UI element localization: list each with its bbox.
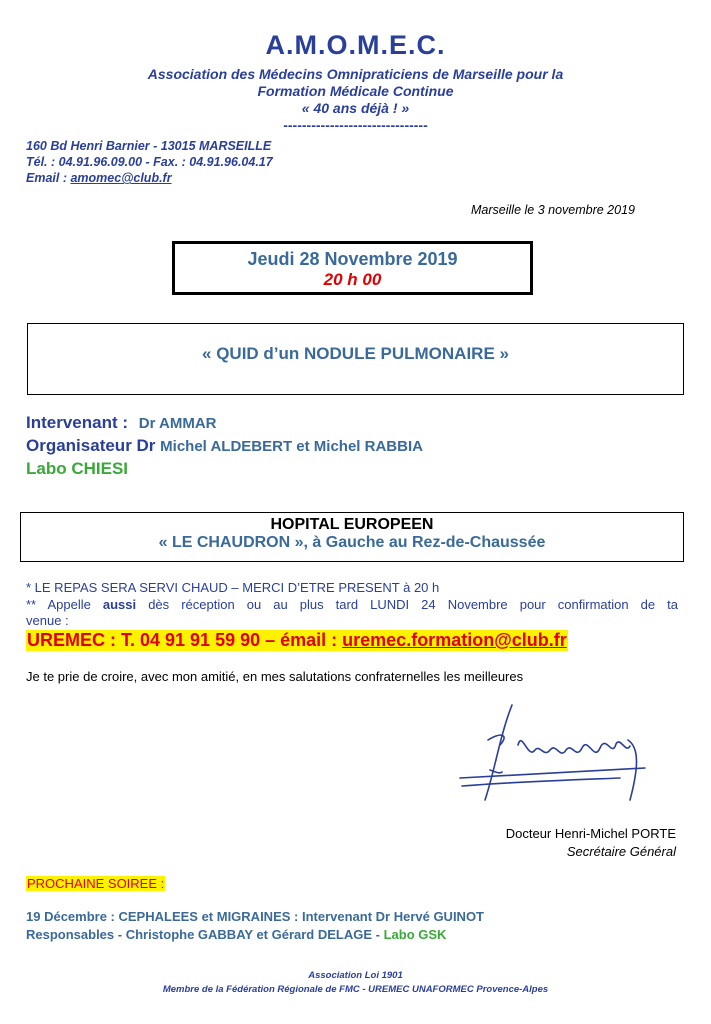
organizer-names: Michel ALDEBERT et Michel RABBIA: [160, 438, 423, 455]
speaker-name: Dr AMMAR: [138, 415, 217, 432]
tagline: « 40 ans déjà ! »: [301, 100, 410, 116]
uremec-prefix: UREMEC : T. 04 91 91 59 90 – émail :: [27, 630, 343, 650]
event-title-box: [27, 323, 684, 395]
uremec-email-link[interactable]: uremec.formation@club.fr: [342, 630, 567, 650]
header-separator: -------------------------------: [283, 117, 428, 133]
note-confirm-prefix: ** Appelle: [26, 597, 103, 612]
next-event-label: PROCHAINE SOIREE :: [27, 876, 165, 891]
organizer-label: Organisateur Dr: [26, 436, 161, 455]
note-confirm: [26, 597, 678, 612]
org-name: A.M.O.M.E.C.: [265, 30, 446, 60]
signatory-name: Docteur Henri-Michel PORTE: [505, 826, 676, 841]
date-line: Marseille le 3 novembre 2019: [471, 203, 635, 217]
email-line: [26, 171, 172, 185]
venue-room: « LE CHAUDRON », à Gauche au Rez-de-Chaussée: [158, 534, 546, 551]
footer-line1: Association Loi 1901: [308, 970, 403, 981]
phone-fax: Tél. : 04.91.96.09.00 - Fax. : 04.91.96.04.17: [26, 155, 273, 169]
note-meal: * LE REPAS SERA SERVI CHAUD – MERCI D’ETRE PRESENT à 20 h: [26, 580, 440, 595]
closing-text: Je te prie de croire, avec mon amitié, en mes salutations confraternelles les meilleures: [26, 669, 524, 684]
org-full-line2: Formation Médicale Continue: [257, 83, 454, 99]
next-event-line2: [26, 927, 446, 942]
signatory-title: Secrétaire Général: [566, 844, 676, 859]
event-title: « QUID d’un NODULE PULMONAIRE »: [202, 344, 509, 363]
handwritten-signature: [440, 700, 670, 810]
note-confirm-line2: venue :: [26, 613, 69, 628]
organizer-line: [26, 436, 423, 456]
lab-name: Labo CHIESI: [26, 459, 129, 478]
note-confirm-bold: aussi: [102, 597, 137, 612]
next-event-organizers: Responsables - Christophe GABBAY et Gérard DELAGE -: [26, 927, 384, 942]
email-label: Email :: [26, 171, 71, 185]
footer-line2: Membre de la Fédération Régionale de FMC - UREMEC UNAFORMEC Provence-Alpes: [162, 984, 549, 995]
org-full-line1: Association des Médecins Omnipraticiens de Marseille pour la: [147, 66, 564, 82]
venue-box: [20, 512, 684, 562]
speaker-label: Intervenant :: [26, 413, 133, 432]
email-link[interactable]: amomec@club.fr: [70, 171, 172, 185]
venue-name: HOPITAL EUROPEEN: [270, 516, 434, 533]
address: 160 Bd Henri Barnier - 13015 MARSEILLE: [26, 139, 272, 153]
event-time: 20 h 00: [323, 270, 382, 289]
speaker-line: [26, 413, 217, 433]
event-date-box: [172, 241, 533, 295]
next-event-lab: Labo GSK: [383, 927, 447, 942]
note-confirm-suffix: dès réception ou au plus tard LUNDI 24 Novembre pour confirmation de ta: [136, 597, 679, 612]
event-date: Jeudi 28 Novembre 2019: [247, 249, 458, 269]
next-event-line1: 19 Décembre : CEPHALEES et MIGRAINES : Intervenant Dr Hervé GUINOT: [26, 909, 485, 924]
uremec-contact: [26, 630, 568, 651]
